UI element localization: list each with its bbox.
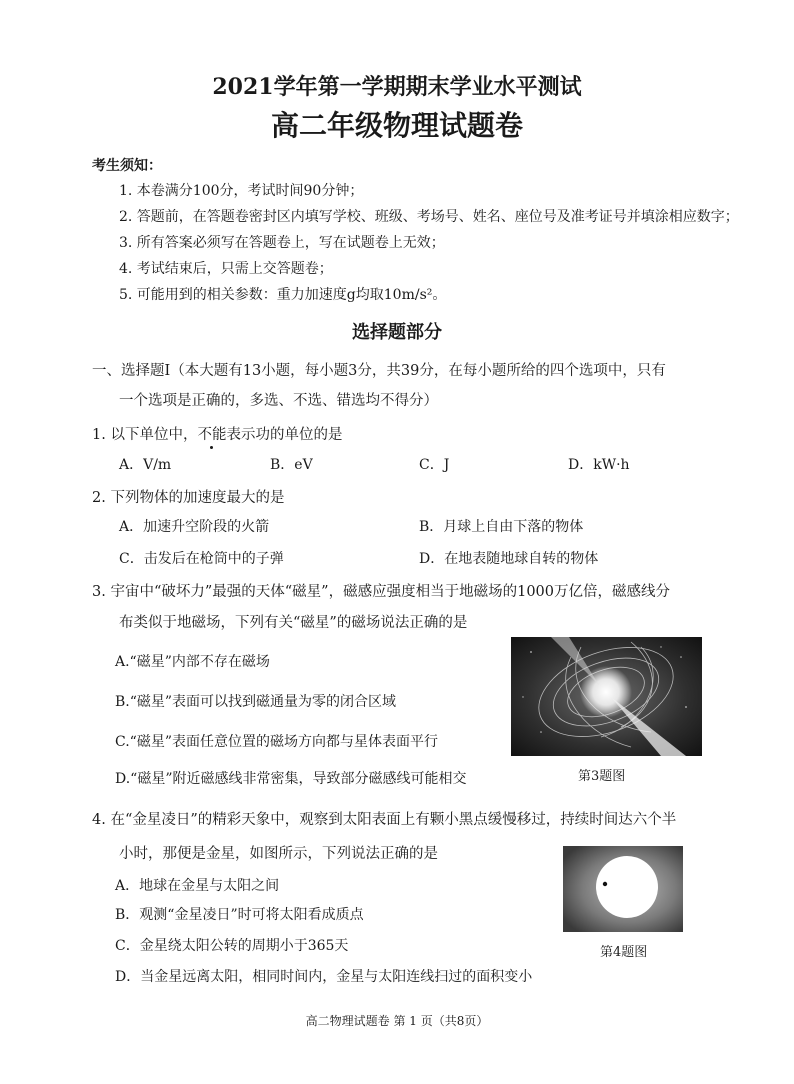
- notice-item: 2. 答题前，在答题卷密封区内填写学校、班级、考场号、姓名、座位号及准考证号并填涂相应数字；: [119, 209, 739, 225]
- venus-transit-image: [563, 846, 683, 932]
- section-heading: 选择题部分: [352, 322, 442, 343]
- question-2-stem: 2. 下列物体的加速度最大的是: [92, 490, 285, 506]
- venus-transit-figure: [563, 846, 683, 932]
- question-3-stem-cont: 布类似于地磁场，下列有关“磁星”的磁场说法正确的是: [119, 615, 468, 631]
- question-4-stem: 4. 在“金星凌日”的精彩天象中，观察到太阳表面上有颗小黑点缓慢移过，持续时间达六个半: [92, 812, 677, 828]
- question-2-option-a: A．加速升空阶段的火箭: [119, 519, 270, 535]
- question-3-option-c: C.“磁星”表面任意位置的磁场方向都与星体表面平行: [115, 734, 438, 750]
- section-intro: 一、选择题Ⅰ（本大题有13小题，每小题3分，共39分，在每小题所给的四个选项中，只有: [92, 363, 666, 379]
- question-4-option-a: A．地球在金星与太阳之间: [115, 878, 280, 894]
- exam-subtitle: 高二年级物理试题卷: [270, 109, 523, 142]
- question-1-option-d: D．kW·h: [568, 457, 630, 473]
- question-4-option-d: D．当金星远离太阳，相同时间内，金星与太阳连线扫过的面积变小: [115, 969, 533, 985]
- question-3-figure-caption: 第3题图: [578, 769, 626, 784]
- notice-heading: 考生须知：: [92, 158, 162, 174]
- question-1-option-b: B．eV: [270, 457, 313, 473]
- notice-item: 4. 考试结束后，只需上交答题卷；: [119, 261, 333, 277]
- question-1-stem: [92, 423, 342, 444]
- magnetar-figure: [511, 637, 702, 756]
- notice-item: 3. 所有答案必须写在答题卷上，写在试题卷上无效；: [119, 235, 445, 251]
- question-3-option-d: D.“磁星”附近磁感线非常密集，导致部分磁感线可能相交: [115, 771, 467, 787]
- question-1-option-a: A．V/m: [119, 457, 172, 473]
- question-4-option-c: C．金星绕太阳公转的周期小于365天: [115, 938, 349, 954]
- question-2-option-c: C．击发后在枪筒中的子弹: [119, 551, 284, 567]
- question-2-option-b: B．月球上自由下落的物体: [419, 519, 584, 535]
- question-4-figure-caption: 第4题图: [600, 945, 648, 960]
- section-intro: 一个选项是正确的，多选、不选、错选均不得分）: [119, 393, 438, 409]
- page-footer: 高二物理试题卷 第 1 页（共8页）: [305, 1014, 489, 1028]
- question-3-option-b: B.“磁星”表面可以找到磁通量为零的闭合区域: [115, 694, 397, 710]
- exam-title: 2021学年第一学期期末学业水平测试: [212, 74, 582, 100]
- venus-dot: [603, 882, 607, 886]
- question-2-option-d: D．在地表随地球自转的物体: [419, 551, 599, 567]
- question-1-emphasis: 不能: [197, 423, 226, 444]
- notice-item: 5. 可能用到的相关参数：重力加速度g均取10m/s²。: [119, 287, 447, 303]
- question-1-option-c: C．J: [419, 457, 450, 473]
- question-1-stem-suffix: 表示功的单位的是: [226, 427, 343, 443]
- question-4-option-b: B．观测“金星凌日”时可将太阳看成质点: [115, 907, 364, 923]
- notice-item: 1. 本卷满分100分，考试时间90分钟；: [119, 183, 364, 199]
- question-3-option-a: A.“磁星”内部不存在磁场: [115, 654, 270, 670]
- question-1-stem-prefix: 1. 以下单位中，: [92, 427, 198, 443]
- question-4-stem-cont: 小时，那便是金星，如图所示，下列说法正确的是: [119, 846, 438, 862]
- magnetar-image: [511, 637, 702, 756]
- question-3-stem: 3. 宇宙中“破坏力”最强的天体“磁星”，磁感应强度相当于地磁场的1000万亿倍，磁感线分: [92, 584, 670, 600]
